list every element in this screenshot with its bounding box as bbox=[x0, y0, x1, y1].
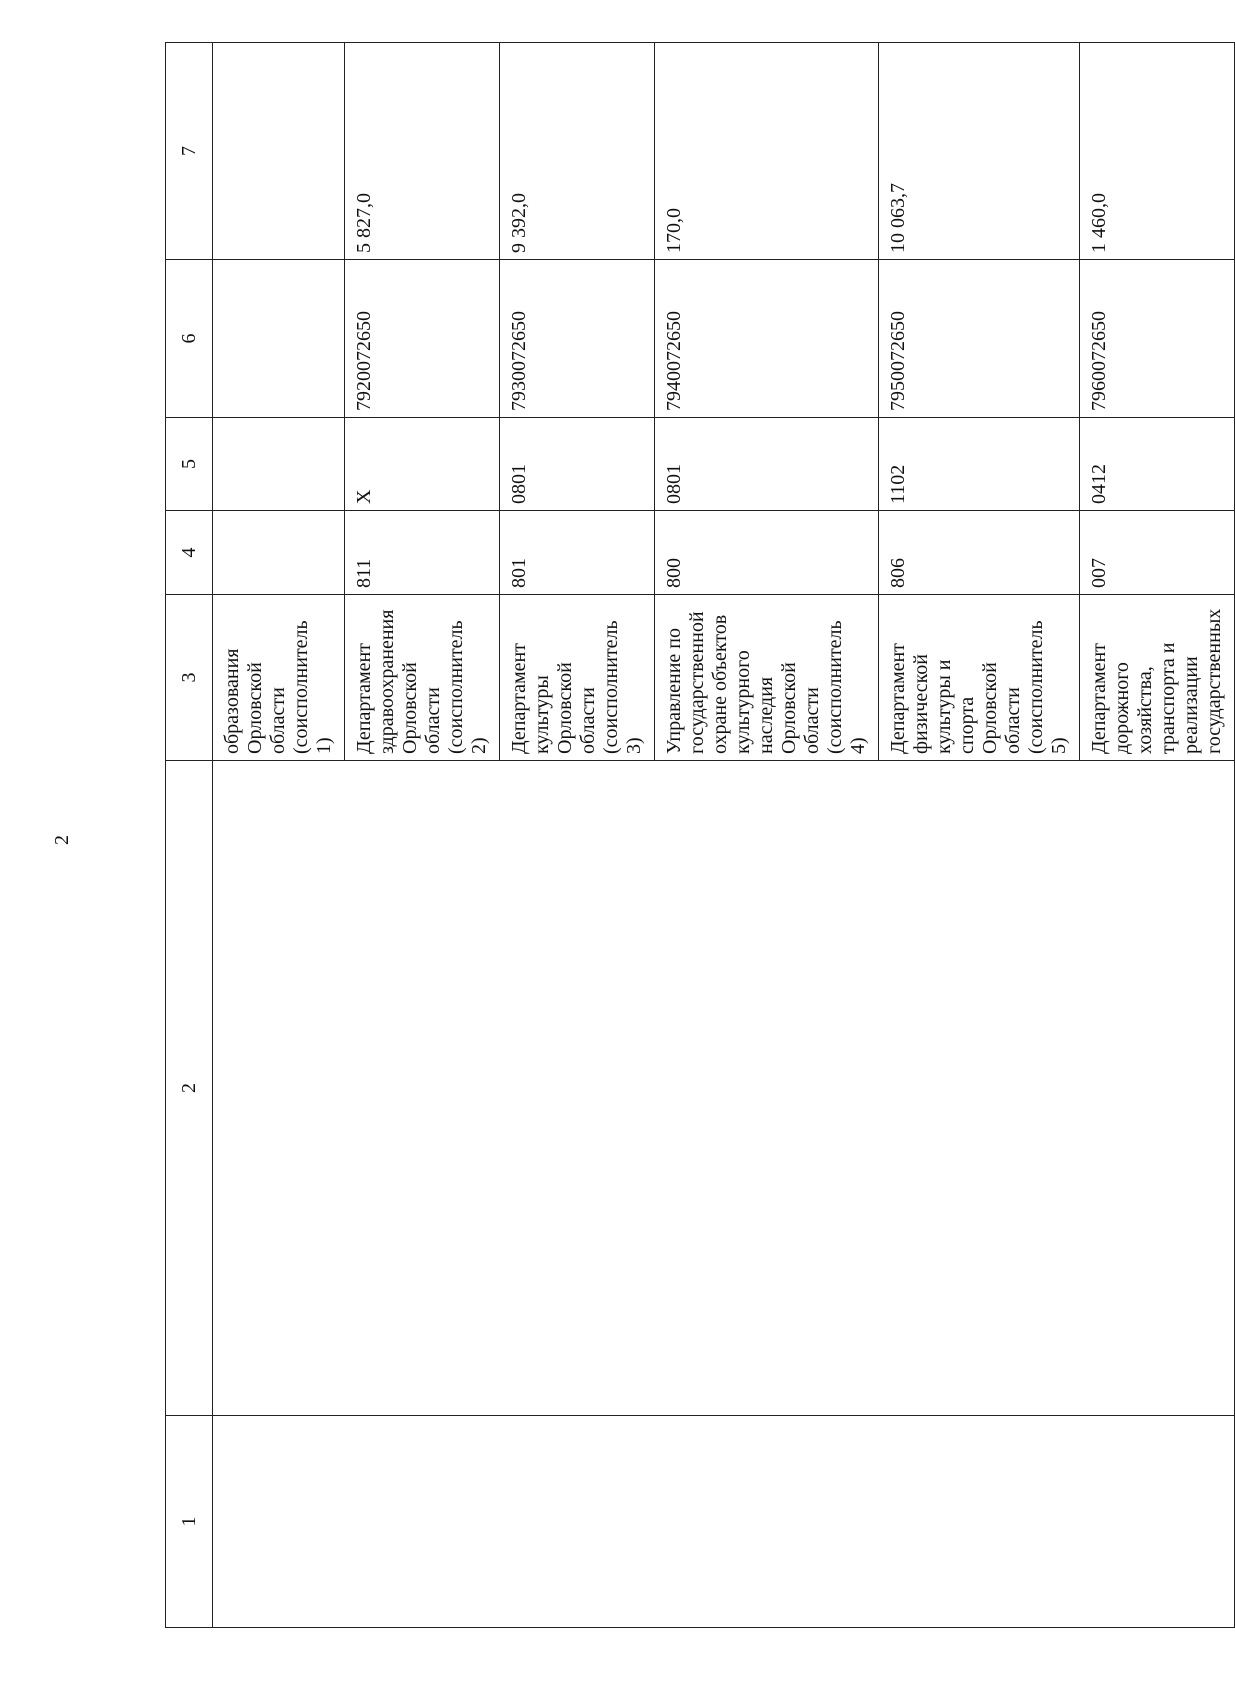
cell-target-code: 7950072650 bbox=[879, 260, 1080, 418]
budget-table bbox=[165, 42, 1235, 1628]
cell-ministry-code: 800 bbox=[655, 511, 879, 595]
column-header-6: 6 bbox=[166, 260, 213, 418]
cell-section-code bbox=[213, 418, 345, 511]
cell-amount bbox=[213, 43, 345, 260]
cell-ministry-code: 801 bbox=[500, 511, 655, 595]
cell-section-code: 1102 bbox=[879, 418, 1080, 511]
cell-target-code: 7920072650 bbox=[345, 260, 500, 418]
cell-col2-empty bbox=[213, 761, 1235, 1416]
cell-executor: Департамент физической культуры и спорта Орловской области (соисполнитель 5) bbox=[879, 595, 1080, 761]
column-header-7: 7 bbox=[166, 43, 213, 260]
cell-amount: 5 827,0 bbox=[345, 43, 500, 260]
cell-target-code: 7930072650 bbox=[500, 260, 655, 418]
cell-target-code bbox=[213, 260, 345, 418]
cell-executor: Управление по государственной охране объектов культурного наследия Орловской области (соисполнитель 4) bbox=[655, 595, 879, 761]
cell-executor: Департамент здравоохранения Орловской области (соисполнитель 2) bbox=[345, 595, 500, 761]
cell-executor: образования Орловской области (соисполнитель 1) bbox=[213, 595, 345, 761]
table-header-row bbox=[166, 43, 213, 1628]
cell-amount: 170,0 bbox=[655, 43, 879, 260]
rotated-page-content bbox=[165, 43, 1225, 1628]
cell-executor: Департамент дорожного хозяйства, транспорта и реализации государственных bbox=[1080, 595, 1235, 761]
cell-target-code: 7940072650 bbox=[655, 260, 879, 418]
page-number: 2 bbox=[51, 835, 73, 845]
column-header-1: 1 bbox=[166, 1416, 213, 1628]
table-row bbox=[213, 43, 345, 1628]
cell-ministry-code: 007 bbox=[1080, 511, 1235, 595]
column-header-4: 4 bbox=[166, 511, 213, 595]
cell-col1-empty bbox=[213, 1416, 1235, 1628]
cell-section-code: 0412 bbox=[1080, 418, 1235, 511]
cell-ministry-code: 811 bbox=[345, 511, 500, 595]
cell-ministry-code: 806 bbox=[879, 511, 1080, 595]
column-header-2: 2 bbox=[166, 761, 213, 1416]
column-header-3: 3 bbox=[166, 595, 213, 761]
cell-amount: 9 392,0 bbox=[500, 43, 655, 260]
cell-executor: Департамент культуры Орловской области (соисполнитель 3) bbox=[500, 595, 655, 761]
column-header-5: 5 bbox=[166, 418, 213, 511]
cell-target-code: 7960072650 bbox=[1080, 260, 1235, 418]
cell-section-code: Х bbox=[345, 418, 500, 511]
cell-section-code: 0801 bbox=[500, 418, 655, 511]
cell-section-code: 0801 bbox=[655, 418, 879, 511]
cell-amount: 1 460,0 bbox=[1080, 43, 1235, 260]
cell-ministry-code bbox=[213, 511, 345, 595]
cell-amount: 10 063,7 bbox=[879, 43, 1080, 260]
